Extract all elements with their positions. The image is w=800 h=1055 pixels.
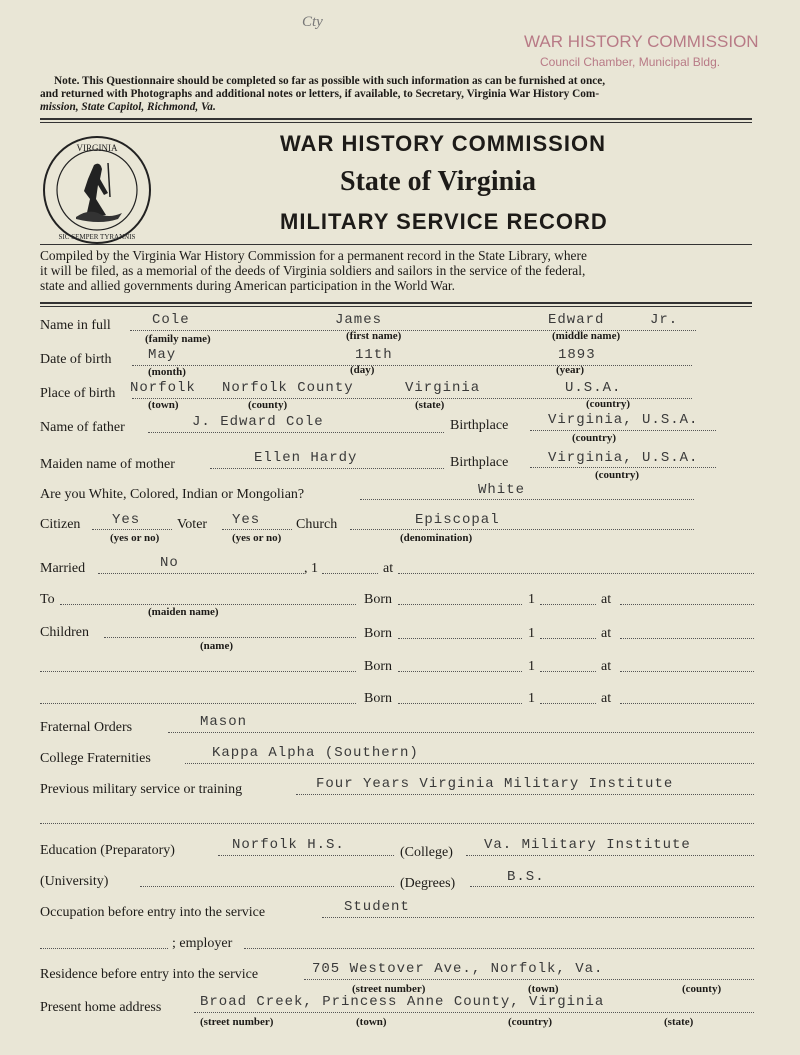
label-race: Are you White, Colored, Indian or Mongolian? <box>40 487 305 502</box>
label-father: Name of father <box>40 420 125 435</box>
label-child1-at: at <box>601 626 612 641</box>
title-record: MILITARY SERVICE RECORD <box>280 209 608 234</box>
value-birth-country[interactable]: U.S.A. <box>565 380 622 396</box>
label-father-birthplace: Birthplace <box>450 418 509 433</box>
hint-mother-country: (country) <box>595 469 639 481</box>
value-father[interactable]: J. Edward Cole <box>192 414 324 430</box>
hint-child-name: (name) <box>200 640 233 652</box>
label-name-full: Name in full <box>40 318 111 333</box>
value-first-name[interactable]: James <box>335 312 383 328</box>
label-spouse-born-one: 1 <box>528 592 535 607</box>
hint-residence-street: (street number) <box>352 983 426 995</box>
value-prev-service[interactable]: Four Years Virginia Military Institute <box>316 776 674 792</box>
label-education: Education (Preparatory) <box>40 843 175 858</box>
seal-top-text: VIRGINIA <box>76 143 118 153</box>
value-church[interactable]: Episcopal <box>415 512 500 528</box>
hint-residence-county: (county) <box>682 983 722 995</box>
label-child1-born: Born <box>364 626 392 641</box>
intro-rule <box>40 244 752 245</box>
value-birth-state[interactable]: Virginia <box>405 380 481 396</box>
label-college: (College) <box>400 845 453 860</box>
hint-month: (month) <box>148 366 186 378</box>
value-birth-month[interactable]: May <box>148 347 177 363</box>
label-mother: Maiden name of mother <box>40 457 175 472</box>
hint-day: (day) <box>350 364 375 376</box>
label-children: Children <box>40 625 89 640</box>
label-child3-born: Born <box>364 691 392 706</box>
value-birth-county[interactable]: Norfolk County <box>222 380 354 396</box>
hint-town: (town) <box>148 399 179 411</box>
stamp-title: WAR HISTORY COMMISSION <box>524 32 759 51</box>
hint-citizen-yes-no: (yes or no) <box>110 532 160 544</box>
intro-rule-bottom <box>40 302 752 304</box>
top-rule <box>40 118 752 120</box>
label-degrees: (Degrees) <box>400 876 456 891</box>
virginia-seal <box>40 135 154 245</box>
hint-voter-yes-no: (yes or no) <box>232 532 282 544</box>
label-university: (University) <box>40 874 109 889</box>
hint-present-state: (state) <box>664 1016 694 1028</box>
hint-father-country: (country) <box>572 432 616 444</box>
hint-present-town: (town) <box>356 1016 387 1028</box>
value-middle-name[interactable]: Edward <box>548 312 605 328</box>
label-child1-one: 1 <box>528 626 535 641</box>
value-degrees[interactable]: B.S. <box>507 869 545 885</box>
hint-maiden-name: (maiden name) <box>148 606 219 618</box>
value-mother-birthplace[interactable]: Virginia, U.S.A. <box>548 450 699 466</box>
value-present-home[interactable]: Broad Creek, Princess Anne County, Virginia <box>200 994 605 1010</box>
hint-state: (state) <box>415 399 445 411</box>
label-married: Married <box>40 561 86 576</box>
label-married-date: , 1 <box>304 561 318 576</box>
value-voter[interactable]: Yes <box>232 512 261 528</box>
hint-country: (country) <box>586 398 630 410</box>
value-suffix[interactable]: Jr. <box>650 312 679 328</box>
note-text: Note. This Questionnaire should be completed so far as possible with such information as can be furnished at once, and returned with Photographs and additional notes or letters, if available, to Secretary, Virginia War History Com- mission, State Capitol, Richmond, Va. <box>40 75 606 113</box>
label-married-at: at <box>383 561 394 576</box>
hint-middle-name: (middle name) <box>552 330 621 342</box>
label-pob: Place of birth <box>40 386 116 401</box>
label-church: Church <box>296 517 338 532</box>
value-prep[interactable]: Norfolk H.S. <box>232 837 345 853</box>
label-occupation: Occupation before entry into the service <box>40 905 266 920</box>
label-voter: Voter <box>177 517 208 532</box>
label-present-home: Present home address <box>40 1000 162 1015</box>
label-mother-birthplace: Birthplace <box>450 455 509 470</box>
hint-first-name: (first name) <box>346 330 402 342</box>
hint-year: (year) <box>556 364 585 376</box>
hint-present-country: (country) <box>508 1016 552 1028</box>
value-college-frat[interactable]: Kappa Alpha (Southern) <box>212 745 419 761</box>
value-birth-day[interactable]: 11th <box>355 347 393 363</box>
label-employer: ; employer <box>172 936 233 951</box>
pencil-mark: Cty <box>302 14 323 30</box>
value-family-name[interactable]: Cole <box>152 312 190 328</box>
label-spouse-born: Born <box>364 592 392 607</box>
intro-rule-bottom-thin <box>40 306 752 307</box>
label-child2-at: at <box>601 659 612 674</box>
value-fraternal[interactable]: Mason <box>200 714 248 730</box>
value-father-birthplace[interactable]: Virginia, U.S.A. <box>548 412 699 428</box>
label-dob: Date of birth <box>40 352 112 367</box>
label-prev-service: Previous military service or training <box>40 782 243 797</box>
intro-text: Compiled by the Virginia War History Commission for a permanent record in the State Library, where it will be filed, as a memorial of the deeds of Virginia soldiers and sailors in the service of the federal, state and allied governments during American participation in the World War. <box>40 248 587 293</box>
label-child3-at: at <box>601 691 612 706</box>
value-residence[interactable]: 705 Westover Ave., Norfolk, Va. <box>312 961 604 977</box>
hint-present-street: (street number) <box>200 1016 274 1028</box>
title-state: State of Virginia <box>340 166 536 197</box>
hint-county: (county) <box>248 399 288 411</box>
value-birth-town[interactable]: Norfolk <box>130 380 196 396</box>
label-child3-one: 1 <box>528 691 535 706</box>
stamp-address: Council Chamber, Municipal Bldg. <box>540 55 721 69</box>
value-occupation[interactable]: Student <box>344 899 410 915</box>
hint-residence-town: (town) <box>528 983 559 995</box>
label-residence: Residence before entry into the service <box>40 967 259 982</box>
label-spouse-at: at <box>601 592 612 607</box>
label-child2-one: 1 <box>528 659 535 674</box>
value-birth-year[interactable]: 1893 <box>558 347 596 363</box>
label-college-frat: College Fraternities <box>40 751 151 766</box>
value-race[interactable]: White <box>478 482 526 498</box>
hint-denomination: (denomination) <box>400 532 473 544</box>
label-fraternal: Fraternal Orders <box>40 720 133 735</box>
top-rule-thin <box>40 122 752 123</box>
label-to: To <box>40 592 55 607</box>
seal-motto: SIC SEMPER TYRANNIS <box>58 233 136 241</box>
title-commission: WAR HISTORY COMMISSION <box>280 131 606 156</box>
hint-family-name: (family name) <box>145 333 211 345</box>
value-citizen[interactable]: Yes <box>112 512 141 528</box>
label-child2-born: Born <box>364 659 392 674</box>
value-married[interactable]: No <box>160 555 179 571</box>
label-citizen: Citizen <box>40 517 81 532</box>
value-mother[interactable]: Ellen Hardy <box>254 450 358 466</box>
value-college[interactable]: Va. Military Institute <box>484 837 691 853</box>
